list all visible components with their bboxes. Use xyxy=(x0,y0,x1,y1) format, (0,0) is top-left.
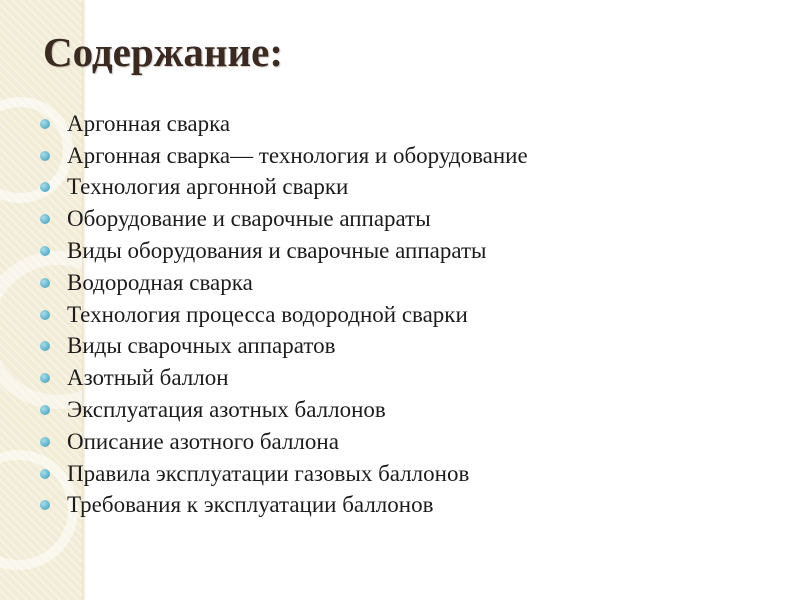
bullet-icon xyxy=(40,373,50,383)
list-item-label: Технология процесса водородной сварки xyxy=(67,301,468,327)
list-item-label: Виды сварочных аппаратов xyxy=(67,333,336,359)
list-item-label: Аргонная сварка xyxy=(67,110,231,136)
list-item xyxy=(40,426,528,458)
list-item-label: Оборудование и сварочные аппараты xyxy=(67,206,431,232)
list-item-label: Виды оборудования и сварочные аппараты xyxy=(67,238,487,264)
bullet-icon xyxy=(40,151,50,161)
list-item-label: Правила эксплуатации газовых баллонов xyxy=(67,460,470,486)
bullet-icon xyxy=(40,469,50,479)
list-item xyxy=(40,362,528,394)
list-item-label: Азотный баллон xyxy=(67,365,229,391)
list-item xyxy=(40,490,528,522)
bullet-icon xyxy=(40,500,50,510)
bullet-icon xyxy=(40,405,50,415)
bullet-icon xyxy=(40,182,50,192)
list-item xyxy=(40,108,528,140)
list-item-label: Водородная сварка xyxy=(67,269,253,295)
bullet-icon xyxy=(40,119,50,129)
contents-list xyxy=(40,108,528,521)
list-item-label: Описание азотного баллона xyxy=(67,428,339,454)
list-item-label: Технология аргонной сварки xyxy=(67,174,349,200)
bullet-icon xyxy=(40,214,50,224)
list-item xyxy=(40,331,528,363)
bullet-icon xyxy=(40,278,50,288)
list-item xyxy=(40,458,528,490)
list-item xyxy=(40,299,528,331)
bullet-icon xyxy=(40,310,50,320)
bullet-icon xyxy=(40,437,50,447)
bullet-icon xyxy=(40,246,50,256)
slide-title: Содержание: xyxy=(43,29,283,75)
bullet-icon xyxy=(40,341,50,351)
list-item-label: Эксплуатация азотных баллонов xyxy=(67,397,386,423)
list-item-label: Аргонная сварка— технология и оборудование xyxy=(67,142,528,168)
list-item-label: Требования к эксплуатации баллонов xyxy=(67,492,434,518)
list-item xyxy=(40,394,528,426)
list-item xyxy=(40,140,528,172)
list-item xyxy=(40,203,528,235)
list-item xyxy=(40,235,528,267)
list-item xyxy=(40,172,528,204)
list-item xyxy=(40,267,528,299)
